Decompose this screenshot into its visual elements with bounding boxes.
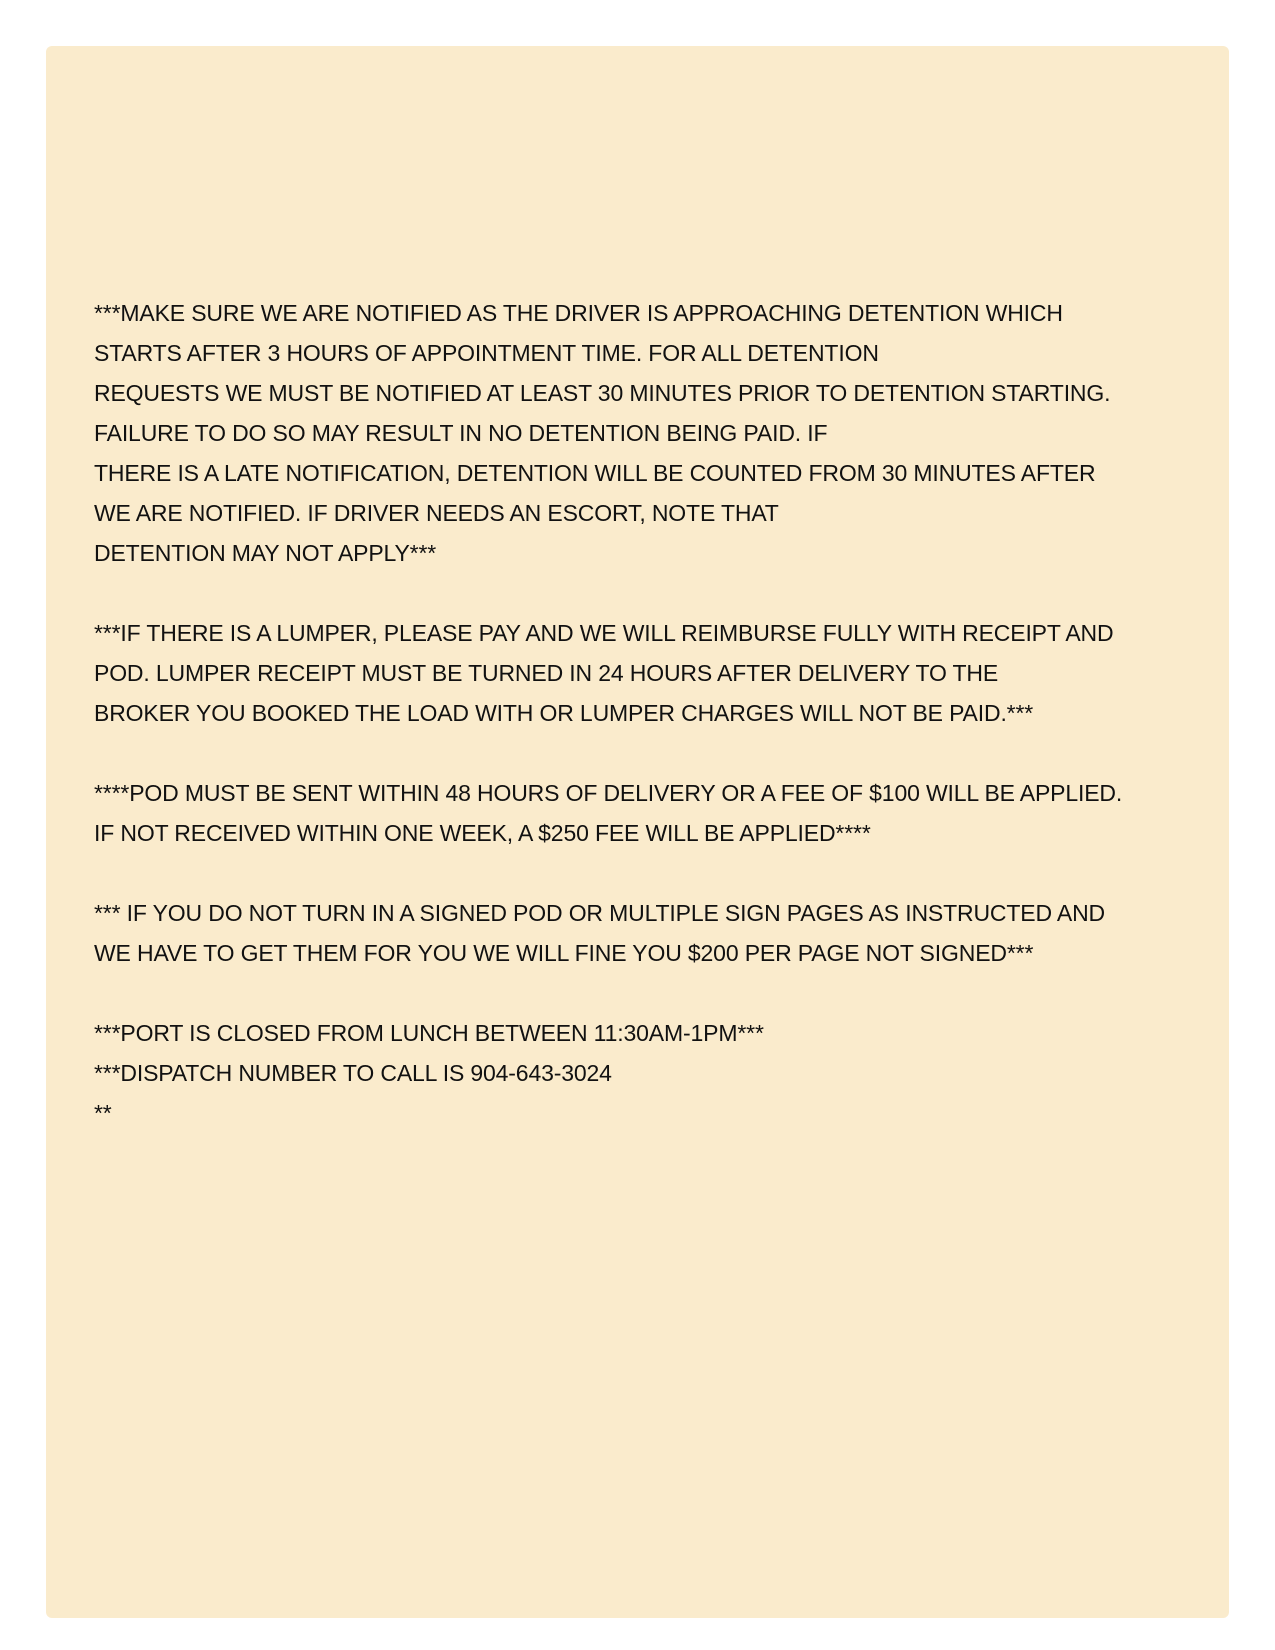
text-line: ** — [94, 1100, 112, 1126]
paragraph-spacer — [94, 573, 1234, 613]
text-line: ****POD MUST BE SENT WITHIN 48 HOURS OF DELIVERY OR A FEE OF $100 WILL BE APPLIED. — [94, 780, 1123, 806]
text-line: REQUESTS WE MUST BE NOTIFIED AT LEAST 30 MINUTES PRIOR TO DETENTION STARTING. — [94, 380, 1111, 406]
text-line: THERE IS A LATE NOTIFICATION, DETENTION WILL BE COUNTED FROM 30 MINUTES AFTER — [94, 460, 1096, 486]
lumper-paragraph — [94, 613, 1234, 733]
text-line: ***PORT IS CLOSED FROM LUNCH BETWEEN 11:30AM-1PM*** — [94, 1020, 764, 1046]
text-line: WE HAVE TO GET THEM FOR YOU WE WILL FINE YOU $200 PER PAGE NOT SIGNED*** — [94, 940, 1034, 966]
text-line: ***IF THERE IS A LUMPER, PLEASE PAY AND WE WILL REIMBURSE FULLY WITH RECEIPT AND — [94, 620, 1114, 646]
paragraph-spacer — [94, 853, 1234, 893]
text-line: DETENTION MAY NOT APPLY*** — [94, 540, 437, 566]
text-line: ***DISPATCH NUMBER TO CALL IS 904-643-3024 — [94, 1060, 612, 1086]
text-line: WE ARE NOTIFIED. IF DRIVER NEEDS AN ESCORT, NOTE THAT — [94, 500, 779, 526]
text-line: IF NOT RECEIVED WITHIN ONE WEEK, A $250 FEE WILL BE APPLIED**** — [94, 820, 871, 846]
instructions-text — [94, 293, 1234, 1133]
signed-pod-paragraph — [94, 893, 1234, 973]
text-line: BROKER YOU BOOKED THE LOAD WITH OR LUMPER CHARGES WILL NOT BE PAID.*** — [94, 700, 1034, 726]
paragraph-spacer — [94, 733, 1234, 773]
text-line: POD. LUMPER RECEIPT MUST BE TURNED IN 24 HOURS AFTER DELIVERY TO THE — [94, 660, 999, 686]
text-line: ***MAKE SURE WE ARE NOTIFIED AS THE DRIVER IS APPROACHING DETENTION WHICH — [94, 300, 1063, 326]
detention-paragraph — [94, 293, 1234, 573]
paragraph-spacer — [94, 973, 1234, 1013]
port-dispatch-paragraph — [94, 1013, 1234, 1133]
text-line: FAILURE TO DO SO MAY RESULT IN NO DETENTION BEING PAID. IF — [94, 420, 828, 446]
text-line: *** IF YOU DO NOT TURN IN A SIGNED POD OR MULTIPLE SIGN PAGES AS INSTRUCTED AND — [94, 900, 1105, 926]
text-line: STARTS AFTER 3 HOURS OF APPOINTMENT TIME. FOR ALL DETENTION — [94, 340, 879, 366]
pod-fee-paragraph — [94, 773, 1234, 853]
